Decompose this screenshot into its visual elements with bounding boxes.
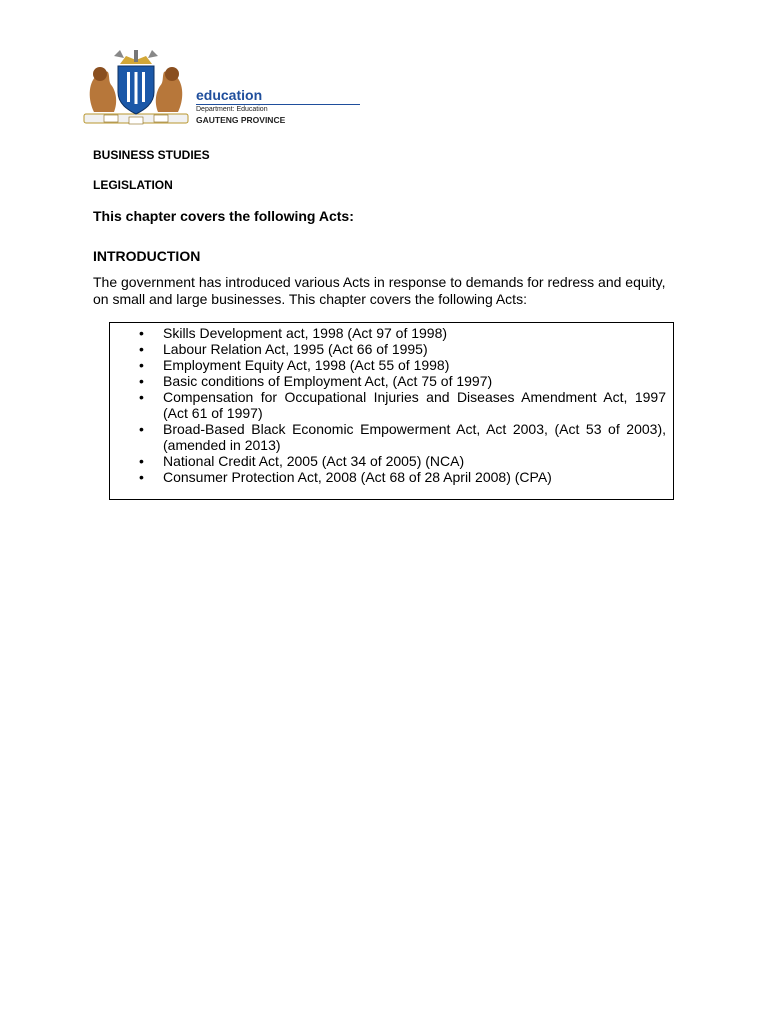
act-text: National Credit Act, 2005 (Act 34 of 2005) (NCA) [163, 453, 465, 469]
act-text: Consumer Protection Act, 2008 (Act 68 of 28 April 2008) (CPA) [163, 469, 552, 485]
act-text: Skills Development act, 1998 (Act 97 of 1998) [163, 325, 448, 341]
header-divider [196, 104, 360, 105]
list-item [110, 469, 673, 485]
subject-label: BUSINESS STUDIES [93, 148, 210, 162]
act-text: Basic conditions of Employment Act, (Act 75 of 1997) [163, 373, 493, 389]
acts-box [109, 322, 674, 500]
bullet-icon: • [139, 325, 144, 341]
coat-of-arms-icon [80, 48, 192, 132]
bullet-icon: • [139, 453, 144, 469]
chapter-heading: This chapter covers the following Acts: [93, 208, 354, 224]
bullet-icon: • [139, 421, 144, 437]
acts-list [110, 325, 673, 485]
topic-label: LEGISLATION [93, 178, 173, 192]
act-text: Employment Equity Act, 1998 (Act 55 of 1998) [163, 357, 450, 373]
list-item [110, 389, 673, 421]
bullet-icon: • [139, 373, 144, 389]
list-item [110, 357, 673, 373]
act-text: Compensation for Occupational Injuries and Diseases Amendment Act, 1997 (Act 61 of 1997) [163, 389, 666, 421]
act-text: Labour Relation Act, 1995 (Act 66 of 1995) [163, 341, 428, 357]
bullet-icon: • [139, 469, 144, 485]
intro-paragraph: The government has introduced various Acts in response to demands for redress and equity, on small and large businesses. This chapter covers the following Acts: [93, 274, 666, 307]
list-item [110, 341, 673, 357]
province-name: GAUTENG PROVINCE [196, 115, 286, 125]
department-subtitle: Department: Education [196, 106, 268, 113]
bullet-icon: • [139, 389, 144, 405]
bullet-icon: • [139, 341, 144, 357]
bullet-icon: • [139, 357, 144, 373]
list-item [110, 421, 673, 453]
department-name: education [196, 87, 263, 103]
list-item [110, 373, 673, 389]
act-text: Broad-Based Black Economic Empowerment Act, Act 2003, (Act 53 of 2003), (amended in 2013) [163, 421, 666, 453]
section-heading: INTRODUCTION [93, 248, 201, 264]
list-item [110, 453, 673, 469]
department-logo [80, 48, 295, 132]
list-item [110, 325, 673, 341]
